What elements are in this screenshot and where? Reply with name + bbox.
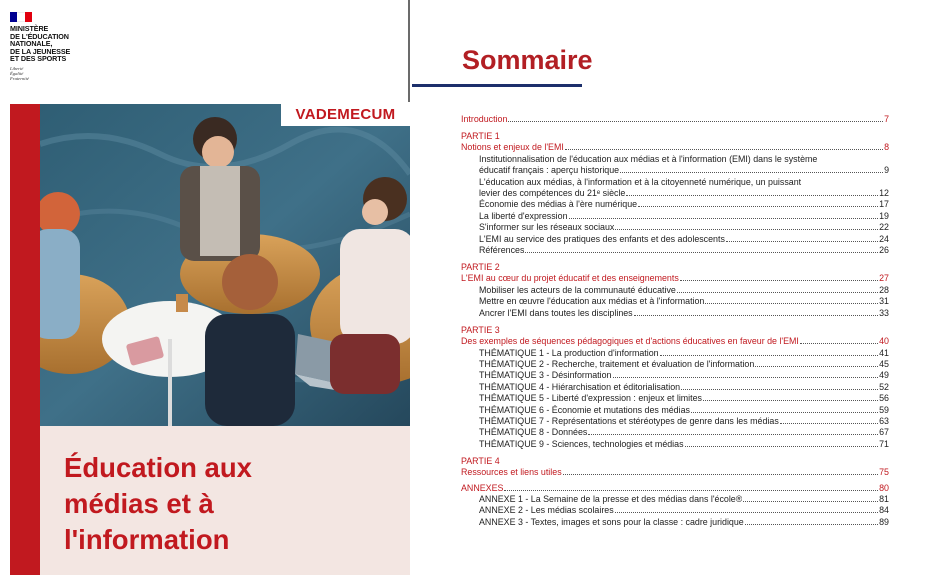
toc-entry-part4[interactable]: Ressources et liens utiles 75 xyxy=(461,467,889,478)
toc-subentry[interactable]: THÉMATIQUE 6 - Économie et mutations des médias 59 xyxy=(479,404,889,415)
table-of-contents xyxy=(461,114,889,528)
ministry-logo xyxy=(10,12,100,82)
toc-subentry[interactable]: L'éducation aux médias, à l'information et à la citoyenneté numérique, un puissant xyxy=(479,176,802,187)
toc-subentry[interactable]: THÉMATIQUE 2 - Recherche, traitement et évaluation de l'information 45 xyxy=(479,358,889,369)
part-label: PARTIE 1 xyxy=(461,131,500,142)
toc-subentry[interactable]: Mobiliser les acteurs de la communauté éducative 28 xyxy=(479,284,889,295)
toc-subentry[interactable]: THÉMATIQUE 5 - Liberté d'expression : enjeux et limites 56 xyxy=(479,393,889,404)
toc-entry-annexes[interactable]: ANNEXES 80 xyxy=(461,482,889,493)
toc-subentry[interactable]: THÉMATIQUE 1 - La production d'information 41 xyxy=(479,347,889,358)
toc-subentry[interactable]: THÉMATIQUE 7 - Représentations et stéréotypes de genre dans les médias 63 xyxy=(479,415,889,426)
toc-entry-introduction[interactable]: Introduction 7 xyxy=(461,114,889,124)
cover-page xyxy=(0,0,410,575)
toc-subentry[interactable]: ANNEXE 3 - Textes, images et sons pour la classe : cadre juridique 89 xyxy=(479,516,889,527)
toc-heading: Sommaire xyxy=(462,45,593,75)
cover-title xyxy=(64,450,252,558)
ministry-name: MINISTÈRE DE L'ÉDUCATION NATIONALE, DE LA JEUNESSE ET DES SPORTS xyxy=(10,24,71,64)
toc-subentry[interactable]: L'EMI au service des pratiques des enfants et des adolescents 24 xyxy=(479,233,889,244)
heading-underline xyxy=(412,84,582,87)
vademecum-label: VADEMECUM xyxy=(295,105,396,123)
toc-subentry[interactable]: THÉMATIQUE 3 - Désinformation 49 xyxy=(479,370,889,381)
part-label: PARTIE 3 xyxy=(461,325,500,336)
republic-motto: Liberté Égalité Fraternité xyxy=(10,65,29,82)
cover-red-band xyxy=(10,104,40,575)
part-label: PARTIE 2 xyxy=(461,262,500,273)
toc-entry-part3[interactable]: Des exemples de séquences pédagogiques et d'actions éducatives en faveur de l'EMI 40 xyxy=(461,336,889,347)
cover-title-line: l'information xyxy=(64,524,230,555)
toc-subentry[interactable]: Économie des médias à l'ère numérique 17 xyxy=(479,199,889,210)
vademecum-tag xyxy=(281,102,410,126)
toc-subentry[interactable]: éducatif français : aperçu historique 9 xyxy=(479,165,889,176)
part-label: PARTIE 4 xyxy=(461,456,500,467)
cover-title-line: Éducation aux xyxy=(64,452,252,483)
toc-subentry[interactable]: THÉMATIQUE 4 - Hiérarchisation et éditorialisation 52 xyxy=(479,381,889,392)
toc-subentry[interactable]: THÉMATIQUE 8 - Données 67 xyxy=(479,427,889,438)
toc-subentry[interactable]: Ancrer l'EMI dans toutes les disciplines 33 xyxy=(479,307,889,318)
toc-subentry[interactable]: Institutionnalisation de l'éducation aux médias et à l'information (EMI) dans le système xyxy=(479,153,818,164)
cover-photo xyxy=(40,104,410,426)
french-flag-icon xyxy=(10,12,32,22)
toc-subentry[interactable]: La liberté d'expression 19 xyxy=(479,210,889,221)
toc-subentry[interactable]: THÉMATIQUE 9 - Sciences, technologies et médias 71 xyxy=(479,438,889,449)
toc-entry-part1[interactable]: Notions et enjeux de l'EMI 8 xyxy=(461,142,889,153)
toc-subentry[interactable]: ANNEXE 1 - La Semaine de la presse et des médias dans l'école® 81 xyxy=(479,493,889,504)
toc-subentry[interactable]: ANNEXE 2 - Les médias scolaires 84 xyxy=(479,505,889,516)
toc-subentry[interactable]: S'informer sur les réseaux sociaux 22 xyxy=(479,222,889,233)
toc-subentry[interactable]: Mettre en œuvre l'éducation aux médias et à l'information 31 xyxy=(479,296,889,307)
toc-subentry[interactable]: levier des compétences du 21ᵉ siècle 12 xyxy=(479,188,889,199)
cover-title-line: médias et à xyxy=(64,488,214,519)
toc-subentry[interactable]: Références 26 xyxy=(479,245,889,256)
toc-page xyxy=(412,0,925,575)
toc-entry-part2[interactable]: L'EMI au cœur du projet éducatif et des enseignements 27 xyxy=(461,273,889,284)
